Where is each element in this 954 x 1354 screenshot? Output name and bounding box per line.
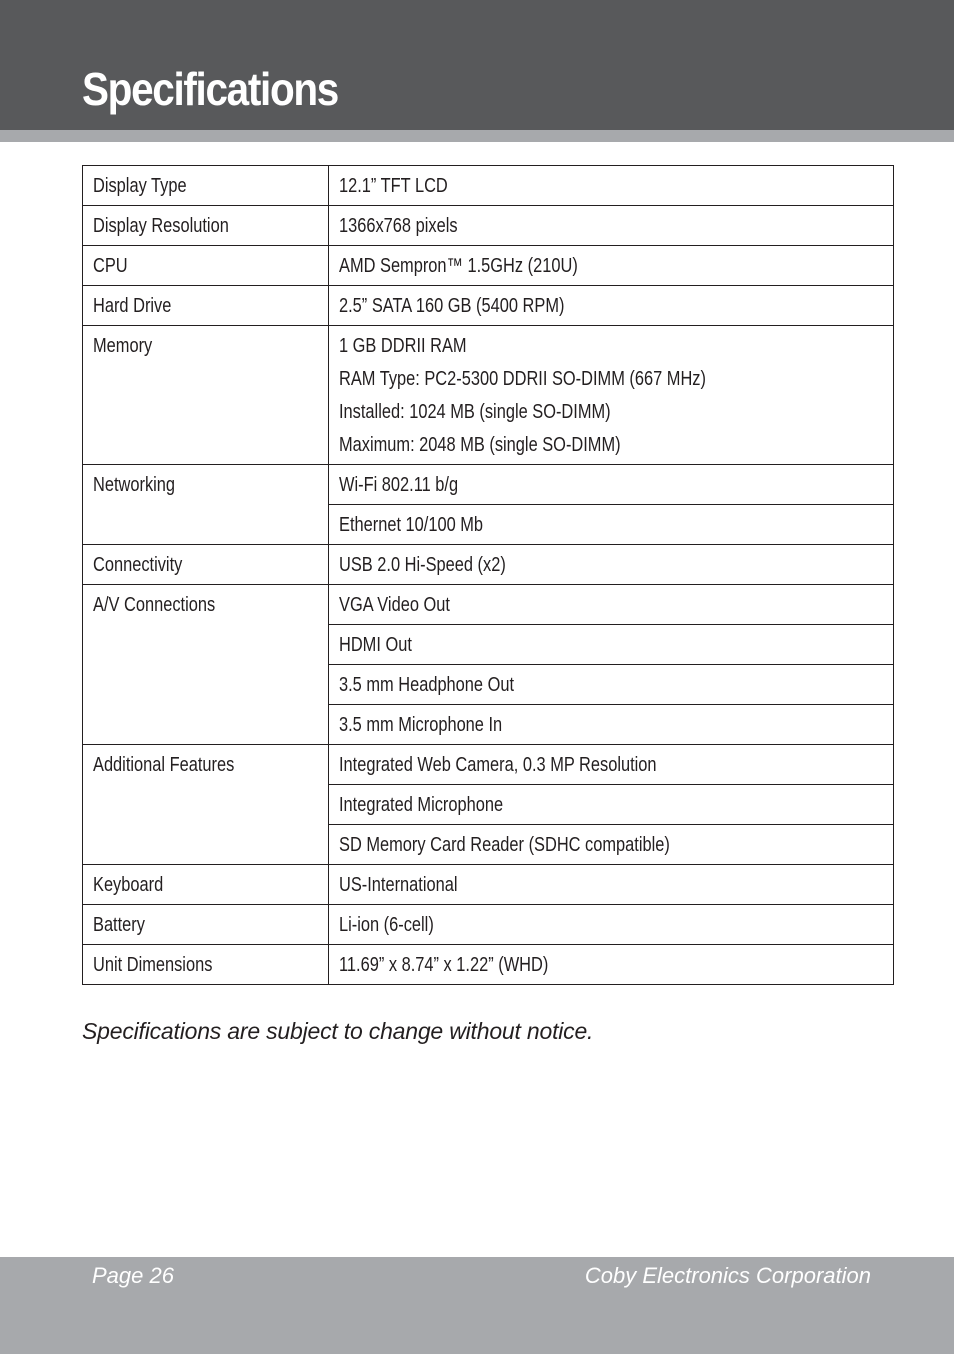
spec-value-av-microphone: 3.5 mm Microphone In [329, 705, 894, 745]
spec-value-memory [329, 326, 894, 465]
table-row [83, 585, 894, 625]
spec-label-additional-features: Additional Features [83, 745, 329, 865]
page-number: Page 26 [92, 1263, 174, 1288]
spec-value-av-vga: VGA Video Out [329, 585, 894, 625]
spec-value-av-headphone: 3.5 mm Headphone Out [329, 665, 894, 705]
spec-label-hard-drive: Hard Drive [83, 286, 329, 326]
table-row [83, 545, 894, 585]
spec-value-hard-drive: 2.5” SATA 160 GB (5400 RPM) [329, 286, 894, 326]
table-row [83, 246, 894, 286]
spec-value-networking-ethernet: Ethernet 10/100 Mb [329, 505, 894, 545]
spec-value-display-resolution: 1366x768 pixels [329, 206, 894, 246]
spec-label-keyboard: Keyboard [83, 865, 329, 905]
table-row [83, 166, 894, 206]
spec-value-networking-wifi: Wi-Fi 802.11 b/g [329, 465, 894, 505]
spec-value-cpu: AMD Sempron™ 1.5GHz (210U) [329, 246, 894, 286]
header-stripe [0, 130, 954, 142]
table-row [83, 745, 894, 785]
spec-label-networking: Networking [83, 465, 329, 545]
spec-label-connectivity: Connectivity [83, 545, 329, 585]
table-row [83, 286, 894, 326]
spec-value-sd-card-reader: SD Memory Card Reader (SDHC compatible) [329, 825, 894, 865]
table-row [83, 326, 894, 465]
spec-label-display-resolution: Display Resolution [83, 206, 329, 246]
spec-value-av-hdmi: HDMI Out [329, 625, 894, 665]
spec-label-unit-dimensions: Unit Dimensions [83, 945, 329, 985]
spec-label-display-type: Display Type [83, 166, 329, 206]
table-row [83, 865, 894, 905]
spec-label-av-connections: A/V Connections [83, 585, 329, 745]
memory-line: RAM Type: PC2-5300 DDRII SO-DIMM (667 MHz) [339, 368, 706, 390]
spec-value-display-type: 12.1” TFT LCD [329, 166, 894, 206]
spec-value-unit-dimensions: 11.69” x 8.74” x 1.22” (WHD) [329, 945, 894, 985]
company-name: Coby Electronics Corporation [584, 1263, 871, 1288]
spec-value-battery: Li-ion (6-cell) [329, 905, 894, 945]
page-title: Specifications [82, 63, 338, 115]
spec-value-integrated-microphone: Integrated Microphone [329, 785, 894, 825]
spec-value-web-camera: Integrated Web Camera, 0.3 MP Resolution [329, 745, 894, 785]
memory-line: Maximum: 2048 MB (single SO-DIMM) [339, 434, 621, 456]
spec-label-battery: Battery [83, 905, 329, 945]
table-row [83, 206, 894, 246]
spec-value-keyboard: US-International [329, 865, 894, 905]
spec-label-cpu: CPU [83, 246, 329, 286]
table-row [83, 905, 894, 945]
memory-line: 1 GB DDRII RAM [339, 335, 467, 357]
table-row [83, 465, 894, 505]
table-row [83, 945, 894, 985]
spec-label-memory: Memory [83, 326, 329, 465]
disclaimer-note: Specifications are subject to change without notice. [82, 1018, 594, 1044]
memory-line: Installed: 1024 MB (single SO-DIMM) [339, 401, 611, 423]
spec-value-connectivity: USB 2.0 Hi-Speed (x2) [329, 545, 894, 585]
spec-table [82, 165, 894, 985]
